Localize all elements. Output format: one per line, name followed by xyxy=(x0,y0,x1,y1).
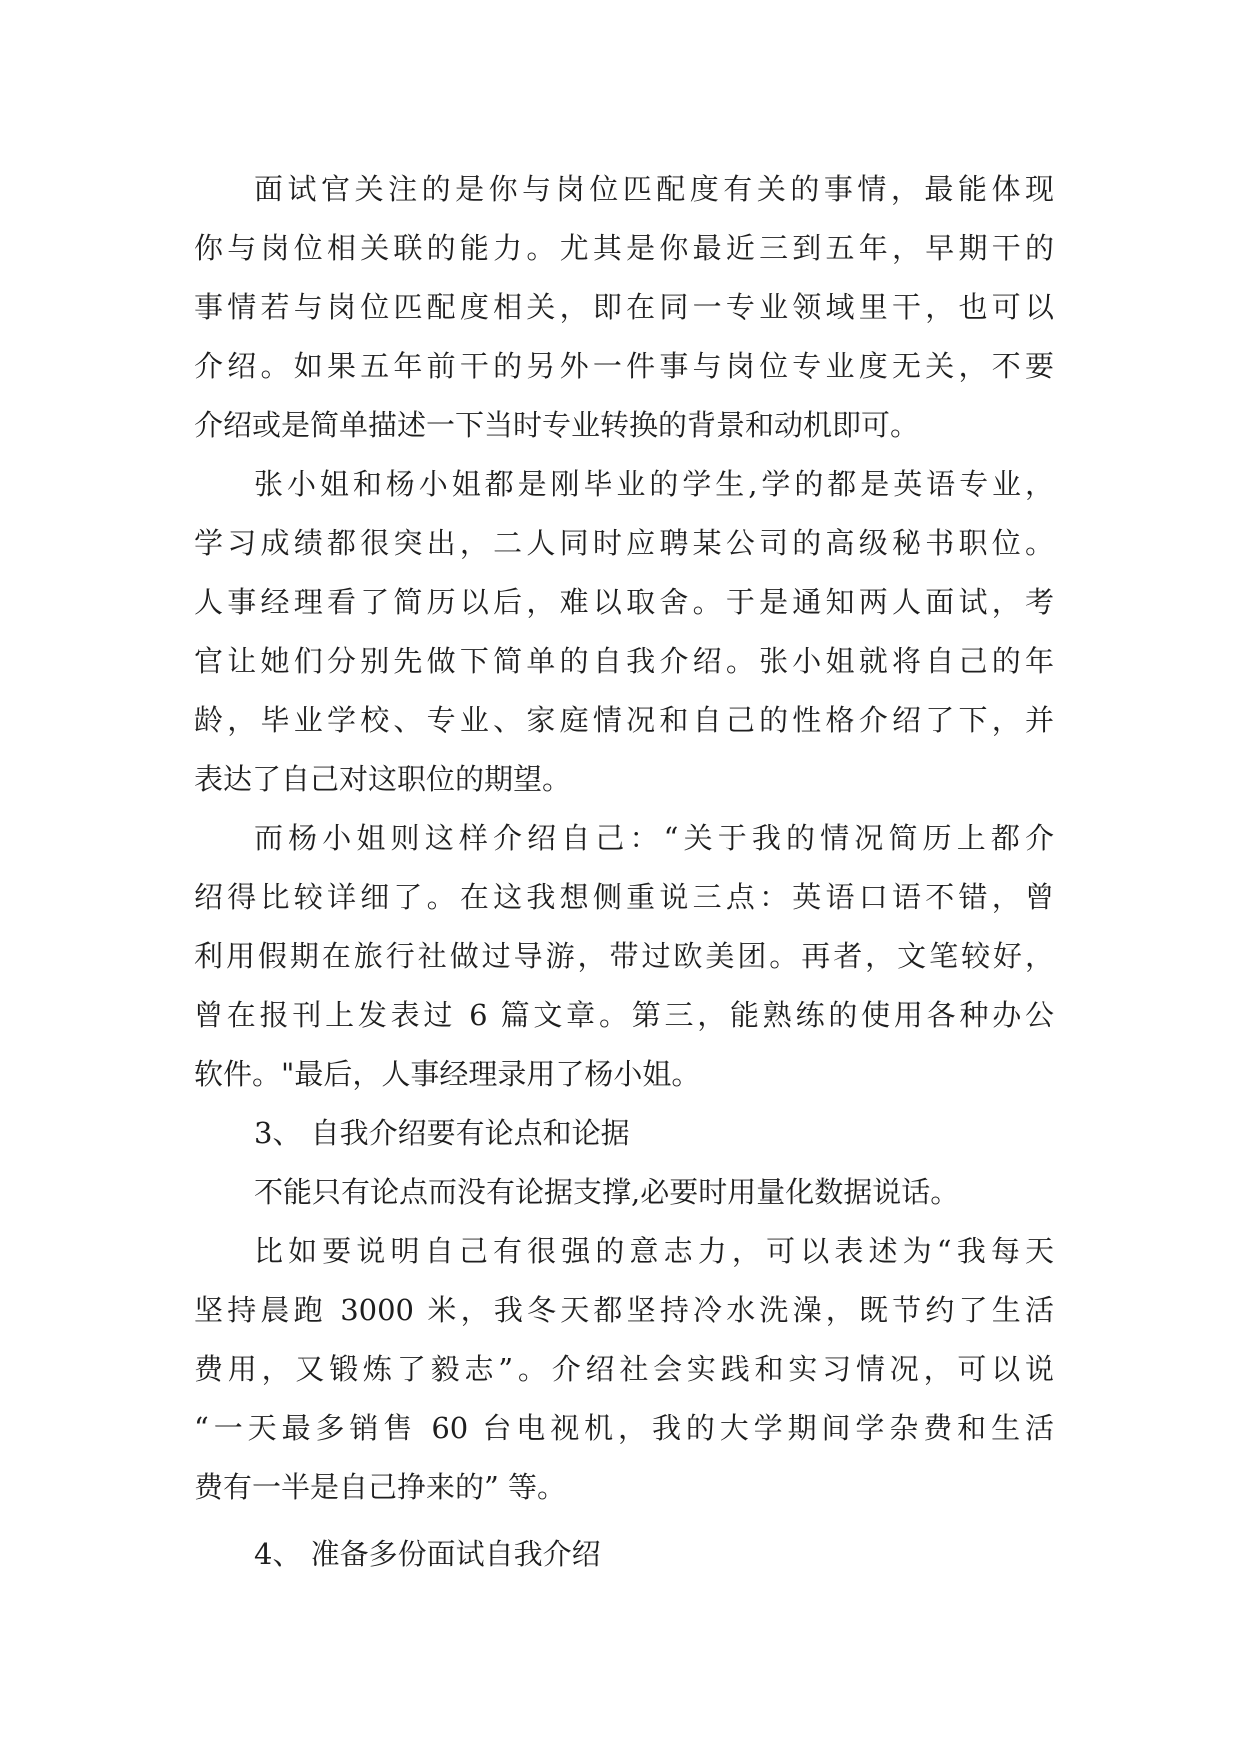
text-line: 坚持晨跑 3000 米，我冬天都坚持冷水洗澡，既节约了生活 xyxy=(194,1293,1054,1327)
text-line: 介绍或是简单描述一下当时专业转换的背景和动机即可。 xyxy=(194,408,920,442)
text-line: 绍得比较详细了。在这我想侧重说三点：英语口语不错，曾 xyxy=(194,880,1054,914)
heading-text: 4、 准备多份面试自我介绍 xyxy=(254,1537,601,1571)
text-line: 曾在报刊上发表过 6 篇文章。第三，能熟练的使用各种办公 xyxy=(194,998,1054,1032)
text-line: 龄，毕业学校、专业、家庭情况和自己的性格介绍了下，并 xyxy=(194,703,1054,737)
text-line: 学习成绩都很突出，二人同时应聘某公司的高级秘书职位。 xyxy=(194,526,1054,560)
text-line: 张小姐和杨小姐都是刚毕业的学生,学的都是英语专业， xyxy=(254,467,1054,501)
section-heading-4 xyxy=(194,1525,1054,1584)
text-line: 不能只有论点而没有论据支撑,必要时用量化数据说话。 xyxy=(254,1175,960,1209)
spacer xyxy=(194,1517,1054,1525)
text-line: 而杨小姐则这样介绍自己：“关于我的情况简历上都介 xyxy=(254,821,1054,855)
document-body xyxy=(194,160,1054,1584)
heading-text: 3、 自我介绍要有论点和论据 xyxy=(254,1116,630,1150)
section-heading-3 xyxy=(194,1104,1054,1163)
text-line: 软件。"最后，人事经理录用了杨小姐。 xyxy=(194,1057,701,1091)
paragraph-zhang-example xyxy=(194,455,1054,809)
paragraph-interviewer-focus xyxy=(194,160,1054,455)
text-line: “一天最多销售 60 台电视机，我的大学期间学杂费和生活 xyxy=(194,1411,1054,1445)
text-line: 事情若与岗位匹配度相关，即在同一专业领域里干，也可以 xyxy=(194,290,1054,324)
text-line: 比如要说明自己有很强的意志力，可以表述为“我每天 xyxy=(254,1234,1054,1268)
text-line: 费用，又锻炼了毅志”。介绍社会实践和实习情况，可以说 xyxy=(194,1352,1054,1386)
paragraph-willpower-example xyxy=(194,1222,1054,1517)
text-line: 面试官关注的是你与岗位匹配度有关的事情，最能体现 xyxy=(254,172,1054,206)
paragraph-yang-example xyxy=(194,809,1054,1104)
text-line: 介绍。如果五年前干的另外一件事与岗位专业度无关，不要 xyxy=(194,349,1054,383)
paragraph-evidence xyxy=(194,1163,1054,1222)
text-line: 你与岗位相关联的能力。尤其是你最近三到五年，早期干的 xyxy=(194,231,1054,265)
text-line: 利用假期在旅行社做过导游，带过欧美团。再者，文笔较好， xyxy=(194,939,1054,973)
text-line: 费有一半是自己挣来的” 等。 xyxy=(194,1470,567,1504)
text-line: 官让她们分别先做下简单的自我介绍。张小姐就将自己的年 xyxy=(194,644,1054,678)
text-line: 人事经理看了简历以后，难以取舍。于是通知两人面试，考 xyxy=(194,585,1054,619)
text-line: 表达了自己对这职位的期望。 xyxy=(194,762,572,796)
